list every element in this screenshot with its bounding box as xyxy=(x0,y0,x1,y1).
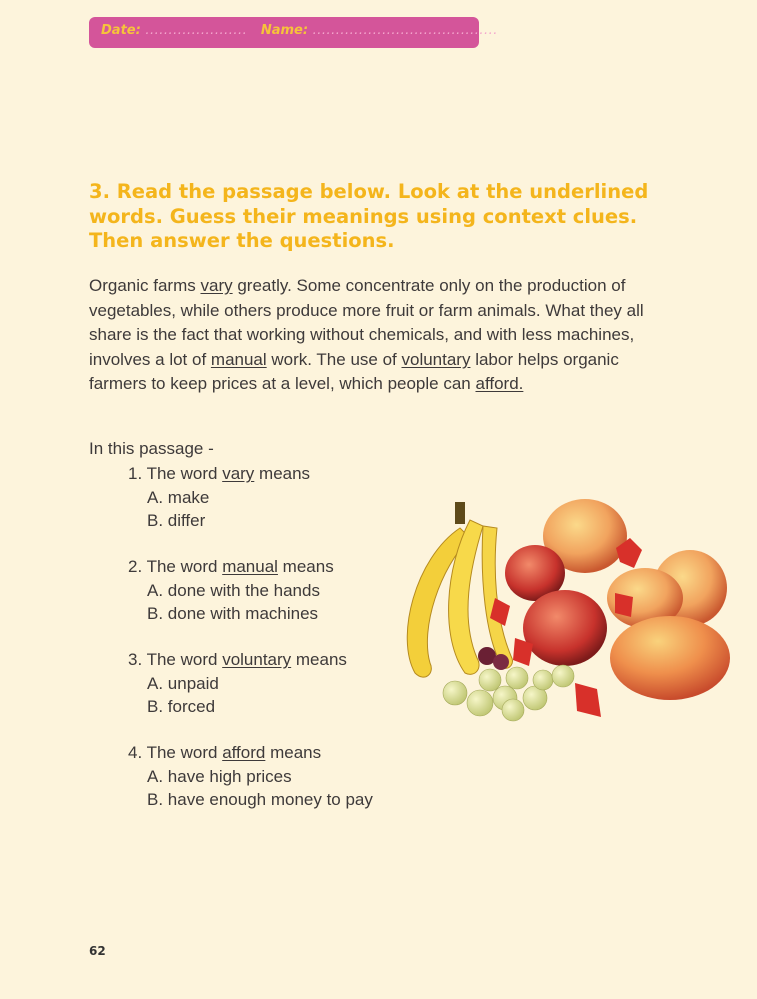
passage-text: greatly. Some concentrate only on the production of vegetables, while others produce more fruit or farm animals. What they all share is the fact that working without chemicals, and with less machines, involves a lot of xyxy=(89,276,644,369)
question-text: means xyxy=(291,650,347,669)
passage xyxy=(89,274,669,397)
option-a[interactable]: A. unpaid xyxy=(147,673,219,693)
question-1 xyxy=(128,462,310,533)
question-text: 3. The word xyxy=(128,650,223,669)
header-bar xyxy=(89,17,498,48)
underlined-word-voluntary: voluntary xyxy=(401,349,471,369)
name-label: Name: xyxy=(260,23,309,38)
passage-text: work. The use of xyxy=(266,349,402,369)
underlined-word-manual: manual xyxy=(210,349,267,369)
question-text: 4. The word xyxy=(128,743,223,762)
page-number: 62 xyxy=(89,944,106,958)
underlined-word-vary: vary xyxy=(200,276,233,295)
question-word: manual xyxy=(222,557,278,576)
question-text: means xyxy=(254,464,311,483)
passage-text: labor helps organic farmers to keep prices at a level, which people can xyxy=(89,349,619,393)
fruit-illustration xyxy=(385,498,730,733)
option-b[interactable]: B. forced xyxy=(147,697,216,716)
question-4 xyxy=(128,741,373,812)
option-a[interactable]: A. done with the hands xyxy=(147,580,320,600)
questions-intro: In this passage - xyxy=(89,439,214,458)
question-text: 1. The word xyxy=(128,464,223,483)
date-dots: ...................... xyxy=(145,23,248,38)
option-b[interactable]: B. have enough money to pay xyxy=(147,790,373,809)
option-a[interactable]: A. have high prices xyxy=(147,766,292,786)
question-2 xyxy=(128,555,334,626)
underlined-word-afford: afford. xyxy=(475,374,524,393)
exercise-heading: 3. Read the passage below. Look at the underlined words. Guess their meanings using context clues. Then answer the questions. xyxy=(89,180,649,252)
question-text: means xyxy=(277,557,334,576)
option-b[interactable]: B. done with machines xyxy=(147,604,319,623)
question-word: vary xyxy=(222,464,255,483)
question-text: means xyxy=(265,743,322,762)
question-word: afford xyxy=(222,743,266,762)
question-word: voluntary xyxy=(222,650,292,669)
option-a[interactable]: A. make xyxy=(147,487,210,507)
question-text: 2. The word xyxy=(128,557,223,576)
name-dots: ........................................ xyxy=(312,23,498,38)
passage-text: Organic farms xyxy=(89,276,201,295)
question-3 xyxy=(128,648,347,719)
date-label: Date: xyxy=(101,23,141,38)
option-b[interactable]: B. differ xyxy=(147,511,206,530)
